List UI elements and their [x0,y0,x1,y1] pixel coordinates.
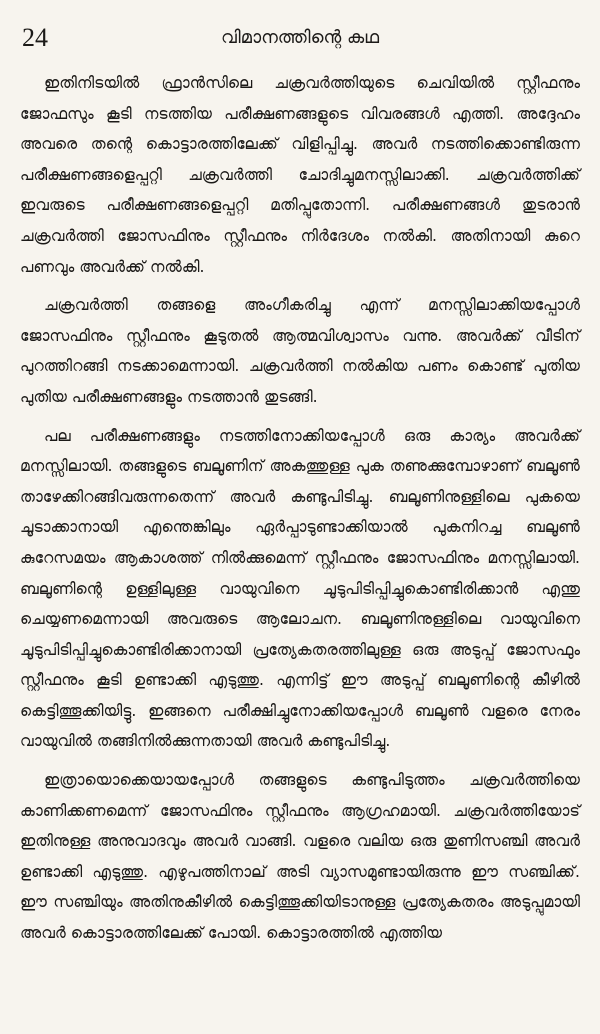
body-text [20,68,580,949]
paragraph-1: ഇതിനിടയിൽ ഫ്രാൻസിലെ ചക്രവർത്തിയുടെ ചെവിയിൽ സ്റ്റീഫനും ജോഫസും കൂടി നടത്തിയ പരീക്ഷണങ്ങളുടെ വിവരങ്ങൾ എത്തി. അദ്ദേഹം അവരെ തന്റെ കൊട്ടാരത്തിലേക്ക് വിളിപ്പിച്ചു. അവർ നടത്തിക്കൊണ്ടിരുന്ന പരീക്ഷണങ്ങളെപ്പറ്റി ചക്രവർത്തി ചോദിച്ചുമനസ്സിലാക്കി. ചക്രവർത്തിക്ക് ഇവരുടെ പരീക്ഷണങ്ങളെപ്പറ്റി മതിപ്പുതോന്നി. പരീക്ഷണങ്ങൾ തുടരാൻ ചക്രവർത്തി ജോസഫിനും സ്റ്റീഫനും നിർദേശം നൽകി. അതിനായി കുറെ പണവും അവർക്ക് നൽകി. [20,74,580,276]
page-number: 24 [22,23,48,52]
paragraph-2: ചക്രവർത്തി തങ്ങളെ അംഗീകരിച്ചു എന്ന് മനസ്സിലാക്കിയപ്പോൾ ജോസഫിനും സ്റ്റീഫനും കൂടുതൽ ആത്മവിശ്വാസം വന്നു. അവർക്ക് വീടിന് പുറത്തിറങ്ങി നടക്കാമെന്നായി. ചക്രവർത്തി നൽകിയ പണം കൊണ്ട് പുതിയ പുതിയ പരീക്ഷണങ്ങളും നടത്താൻ തുടങ്ങി. [20,296,580,406]
running-header [20,22,580,58]
chapter-title: വിമാനത്തിന്റെ കഥ [220,27,380,48]
paragraph-4: ഇത്രായൊക്കെയായപ്പോൾ തങ്ങളുടെ കണ്ടുപിടുത്തം ചക്രവർത്തിയെ കാണിക്കണമെന്ന് ജോസഫിനും സ്റ്റീഫനും ആഗ്രഹമായി. ചക്രവർത്തിയോട് ഇതിനുള്ള അനുവാദവും അവർ വാങ്ങി. വളരെ വലിയ ഒരു തുണിസഞ്ചി അവർ ഉണ്ടാക്കി എടുത്തു. എഴുപത്തിനാല് അടി വ്യാസമുണ്ടായിരുന്നു ഈ സഞ്ചിക്ക്. ഈ സഞ്ചിയും അതിനുകീഴിൽ കെട്ടിത്തൂക്കിയിടാനുള്ള പ്രത്യേകതരം അടുപ്പുമായി അവർ കൊട്ടാരത്തിലേക്ക് പോയി. കൊട്ടാരത്തിൽ എത്തിയ [20,771,580,943]
paragraph-3: പല പരീക്ഷണങ്ങളും നടത്തിനോക്കിയപ്പോൾ ഒരു കാര്യം അവർക്ക് മനസ്സിലായി. തങ്ങളുടെ ബലൂണിന് അകത്തുള്ള പുക തണുക്കുമ്പോഴാണ് ബലൂൺ താഴേക്കിറങ്ങിവരുന്നതെന്ന് അവർ കണ്ടുപിടിച്ചു. ബലൂണിനുള്ളിലെ പുകയെ ചൂടാക്കാനായി എന്തെങ്കിലും ഏർപ്പാടുണ്ടാക്കിയാൽ പുകനിറച്ച ബലൂൺ കുറേസമയം ആകാശത്ത് നിൽക്കുമെന്ന് സ്റ്റീഫനും ജോസഫിനും മനസ്സിലായി. ബലൂണിന്റെ ഉള്ളിലുള്ള വായുവിനെ ചൂടുപിടിപ്പിച്ചുകൊണ്ടിരിക്കാൻ എന്തു ചെയ്യണമെന്നായി അവരുടെ ആലോചന. ബലൂണിനുള്ളിലെ വായുവിനെ ചൂടുപിടിപ്പിച്ചുകൊണ്ടിരിക്കാനായി പ്രത്യേകതരത്തിലുള്ള ഒരു അടുപ്പ് ജോസഫും സ്റ്റീഫനും കൂടി ഉണ്ടാക്കി എടുത്തു. എന്നിട്ട് ഈ അടുപ്പ് ബലൂണിന്റെ കീഴിൽ കെട്ടിത്തൂക്കിയിട്ടു. ഇങ്ങനെ പരീക്ഷിച്ചുനോക്കിയപ്പോൾ ബലൂൺ വളരെ നേരം വായുവിൽ തങ്ങിനിൽക്കുന്നതായി അവർ കണ്ടുപിടിച്ചു. [20,426,580,751]
